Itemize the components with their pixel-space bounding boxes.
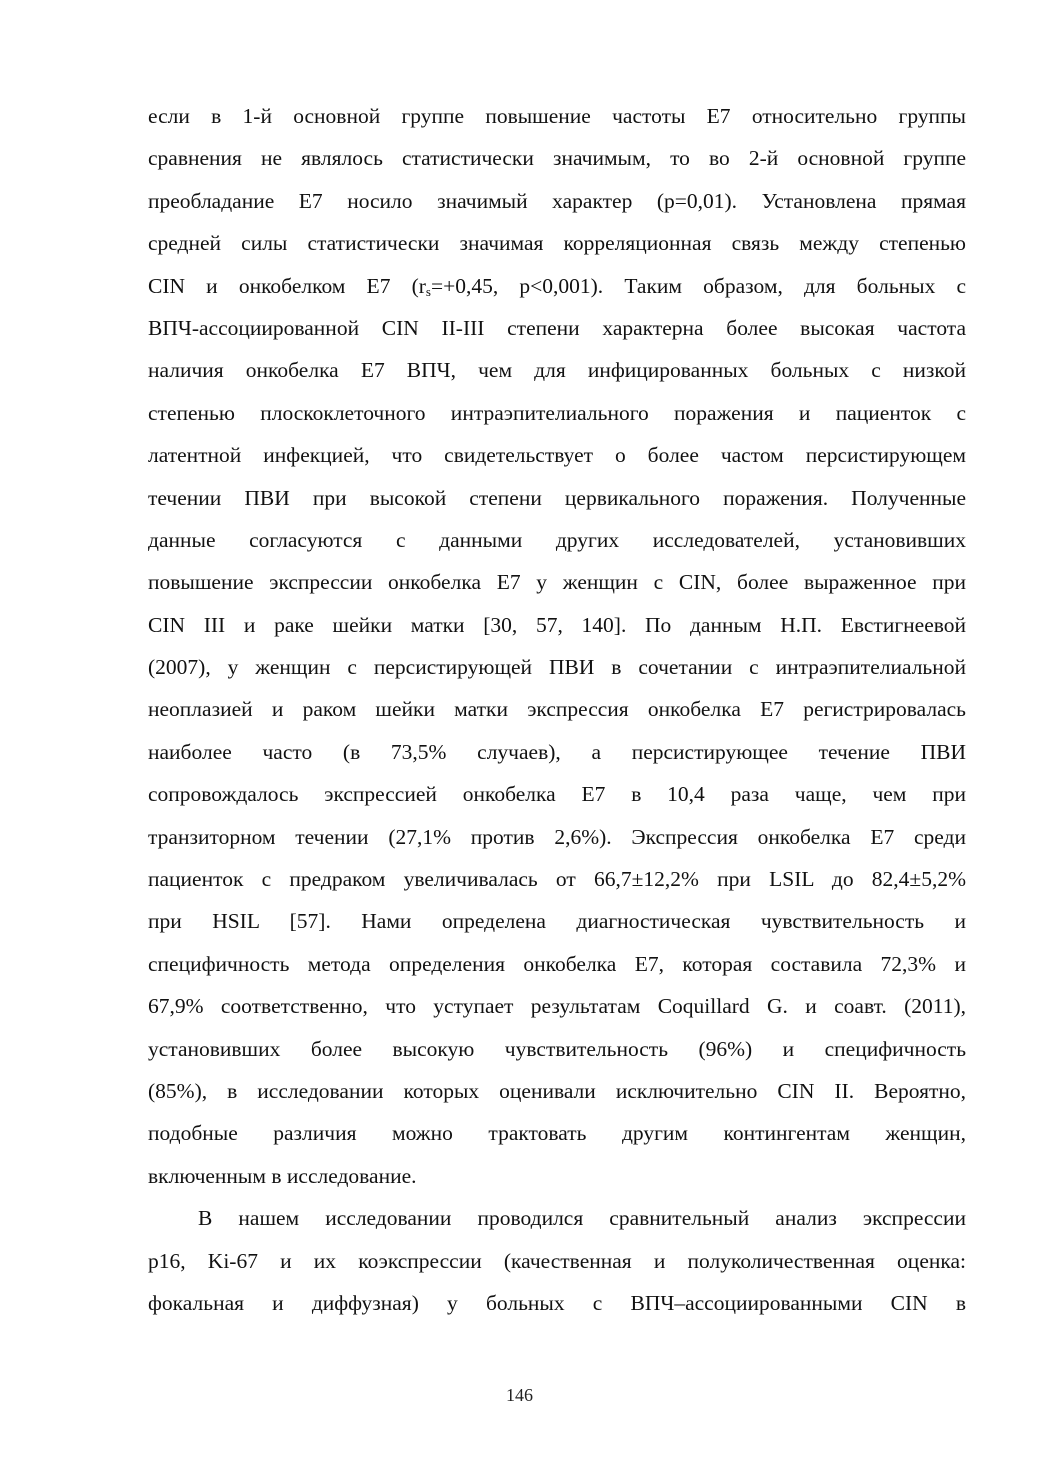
text-line: фокальная и диффузная) у больных с ВПЧ–ассоциированными CIN в xyxy=(148,1290,966,1315)
text-line: данные согласуются с данными других исследователей, установивших xyxy=(148,527,966,552)
text-line: наличия онкобелка Е7 ВПЧ, чем для инфицированных больных с низкой xyxy=(148,358,966,383)
text-line: при HSIL [57]. Нами определена диагностическая чувствительность и xyxy=(148,909,966,934)
text-fragment: CIN и онкобелком Е7 (r xyxy=(148,273,426,298)
text-line: течении ПВИ при высокой степени цервикального поражения. Полученные xyxy=(148,485,966,510)
text-line: пациенток с предраком увеличивалась от 66,7±12,2% при LSIL до 82,4±5,2% xyxy=(148,867,966,892)
text-line: степенью плоскоклеточного интраэпителиального поражения и пациенток с xyxy=(148,400,966,425)
text-line: (2007), у женщин с персистирующей ПВИ в сочетании с интраэпителиальной xyxy=(148,655,966,680)
subscript: s xyxy=(425,283,431,299)
text-line: средней силы статистически значимая корреляционная связь между степенью xyxy=(148,231,966,256)
text-line: р16, Ki-67 и их коэкспрессии (качественная и полуколичественная оценка: xyxy=(148,1248,966,1273)
text-line: подобные различия можно трактовать другим контингентам женщин, xyxy=(148,1121,966,1146)
paragraph-1 xyxy=(148,95,966,1197)
text-line: неоплазией и раком шейки матки экспрессия онкобелка Е7 регистрировалась xyxy=(148,697,966,722)
text-line: наиболее часто (в 73,5% случаев), а персистирующее течение ПВИ xyxy=(148,739,966,764)
text-line: латентной инфекцией, что свидетельствует о более частом персистирующем xyxy=(148,443,966,468)
text-line: (85%), в исследовании которых оценивали исключительно CIN II. Вероятно, xyxy=(148,1078,966,1103)
text-line: преобладание Е7 носило значимый характер (р=0,01). Установлена прямая xyxy=(148,188,966,213)
text-line-with-subscript xyxy=(148,265,966,307)
text-line: повышение экспрессии онкобелка Е7 у женщин с CIN, более выраженное при xyxy=(148,570,966,595)
text-line: 67,9% соответственно, что уступает результатам Coquillard G. и соавт. (2011), xyxy=(148,994,966,1019)
text-line: CIN III и раке шейки матки [30, 57, 140]. По данным Н.П. Евстигнеевой xyxy=(148,612,966,637)
paragraph-2 xyxy=(148,1197,966,1324)
document-body xyxy=(148,95,966,1324)
text-line: установивших более высокую чувствительность (96%) и специфичность xyxy=(148,1036,966,1061)
text-line: включенным в исследование. xyxy=(148,1163,417,1188)
text-line: если в 1-й основной группе повышение частоты Е7 относительно группы xyxy=(148,104,966,128)
text-line: сравнения не являлось статистически значимым, то во 2-й основной группе xyxy=(148,146,966,171)
text-line: В нашем исследовании проводился сравнительный анализ экспрессии xyxy=(198,1206,966,1231)
text-line: сопровождалось экспрессией онкобелка Е7 в 10,4 раза чаще, чем при xyxy=(148,782,966,807)
text-fragment: =+0,45, р<0,001). Таким образом, для больных с xyxy=(430,273,967,298)
page-number: 146 xyxy=(506,1385,533,1405)
text-line: ВПЧ-ассоциированной CIN II-III степени характерна более высокая частота xyxy=(148,315,966,340)
text-line: специфичность метода определения онкобелка Е7, которая составила 72,3% и xyxy=(148,951,966,976)
text-line: транзиторном течении (27,1% против 2,6%). Экспрессия онкобелка Е7 среди xyxy=(148,824,966,849)
